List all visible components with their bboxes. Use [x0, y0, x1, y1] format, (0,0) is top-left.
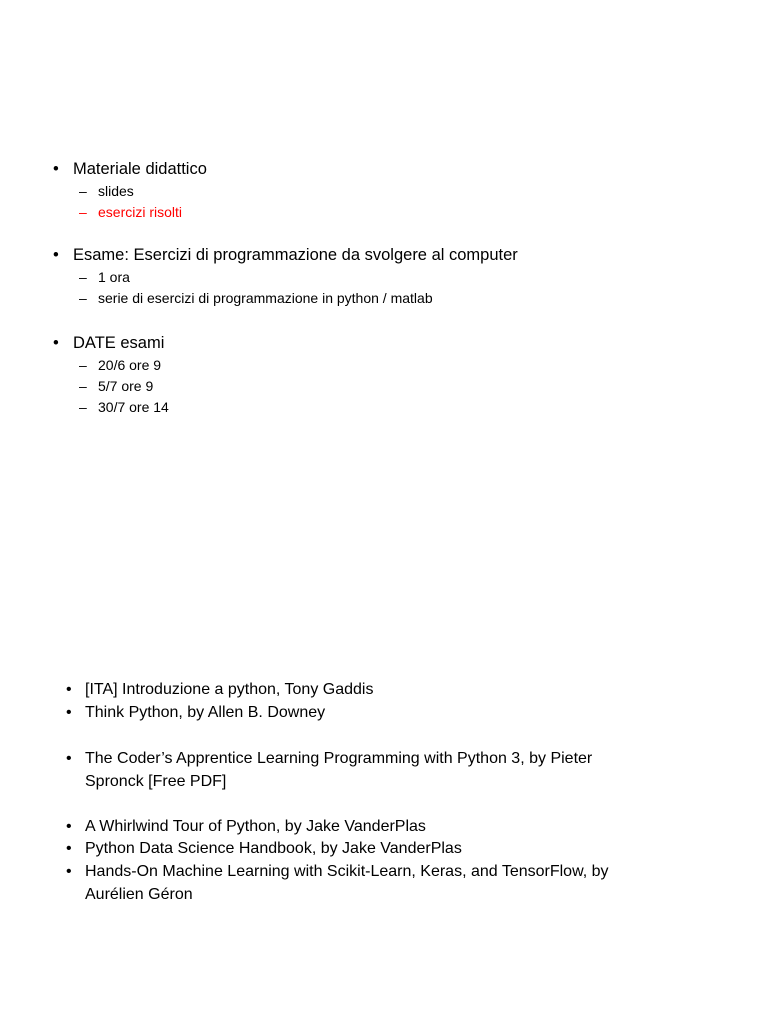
reference-text: The Coder’s Apprentice Learning Programming with Python 3, by Pieter Spronck [Free PDF] [85, 750, 593, 790]
bullet-icon: • [66, 818, 72, 835]
bullet-icon: • [66, 750, 72, 767]
bullet-icon: • [53, 334, 59, 352]
reference-item [66, 816, 685, 839]
bullet-date-esami [53, 333, 165, 353]
section-title: Materiale didattico [73, 160, 207, 178]
sub-item-text: 1 ora [98, 269, 130, 285]
sub-item-text: esercizi risolti [98, 204, 183, 220]
dash-icon: – [79, 290, 87, 306]
dash-icon: – [79, 399, 87, 415]
slide-references [0, 512, 768, 1024]
reference-item [66, 838, 685, 861]
sub-item [79, 398, 169, 416]
bullet-icon: • [53, 246, 59, 264]
reference-item [66, 702, 685, 725]
reference-text: Python Data Science Handbook, by Jake VanderPlas [85, 840, 462, 857]
sub-item-text: slides [98, 183, 134, 199]
bullet-esame [53, 245, 518, 265]
dash-icon: – [79, 183, 87, 199]
reference-item [66, 679, 685, 702]
dash-icon: – [79, 378, 87, 394]
sub-item [79, 182, 134, 200]
sub-item [79, 377, 154, 395]
bullet-icon: • [53, 160, 59, 178]
sub-item [79, 268, 130, 286]
sub-item-text: 30/7 ore 14 [98, 399, 169, 415]
reference-text: Think Python, by Allen B. Downey [85, 704, 326, 721]
sub-item-text: 20/6 ore 9 [98, 357, 162, 373]
section-title: Esame: Esercizi di programmazione da svolgere al computer [73, 246, 518, 264]
sub-item-text: serie di esercizi di programmazione in python / matlab [98, 290, 433, 306]
reference-item [66, 861, 645, 906]
bullet-icon: • [66, 681, 72, 698]
bullet-icon: • [66, 840, 72, 857]
sub-item-text: 5/7 ore 9 [98, 378, 154, 394]
bullet-icon: • [66, 863, 72, 880]
sub-item [79, 289, 433, 307]
reference-text: [ITA] Introduzione a python, Tony Gaddis [85, 681, 374, 698]
dash-icon: – [79, 204, 87, 220]
reference-text: A Whirlwind Tour of Python, by Jake VanderPlas [85, 818, 426, 835]
bullet-materiale-didattico [53, 159, 207, 179]
sub-item [79, 356, 162, 374]
dash-icon: – [79, 269, 87, 285]
dash-icon: – [79, 357, 87, 373]
reference-item [66, 748, 645, 793]
sub-item-highlighted [79, 203, 183, 221]
section-title: DATE esami [73, 334, 165, 352]
bullet-icon: • [66, 704, 72, 721]
reference-text: Hands-On Machine Learning with Scikit-Learn, Keras, and TensorFlow, by Aurélien Géron [85, 863, 609, 903]
